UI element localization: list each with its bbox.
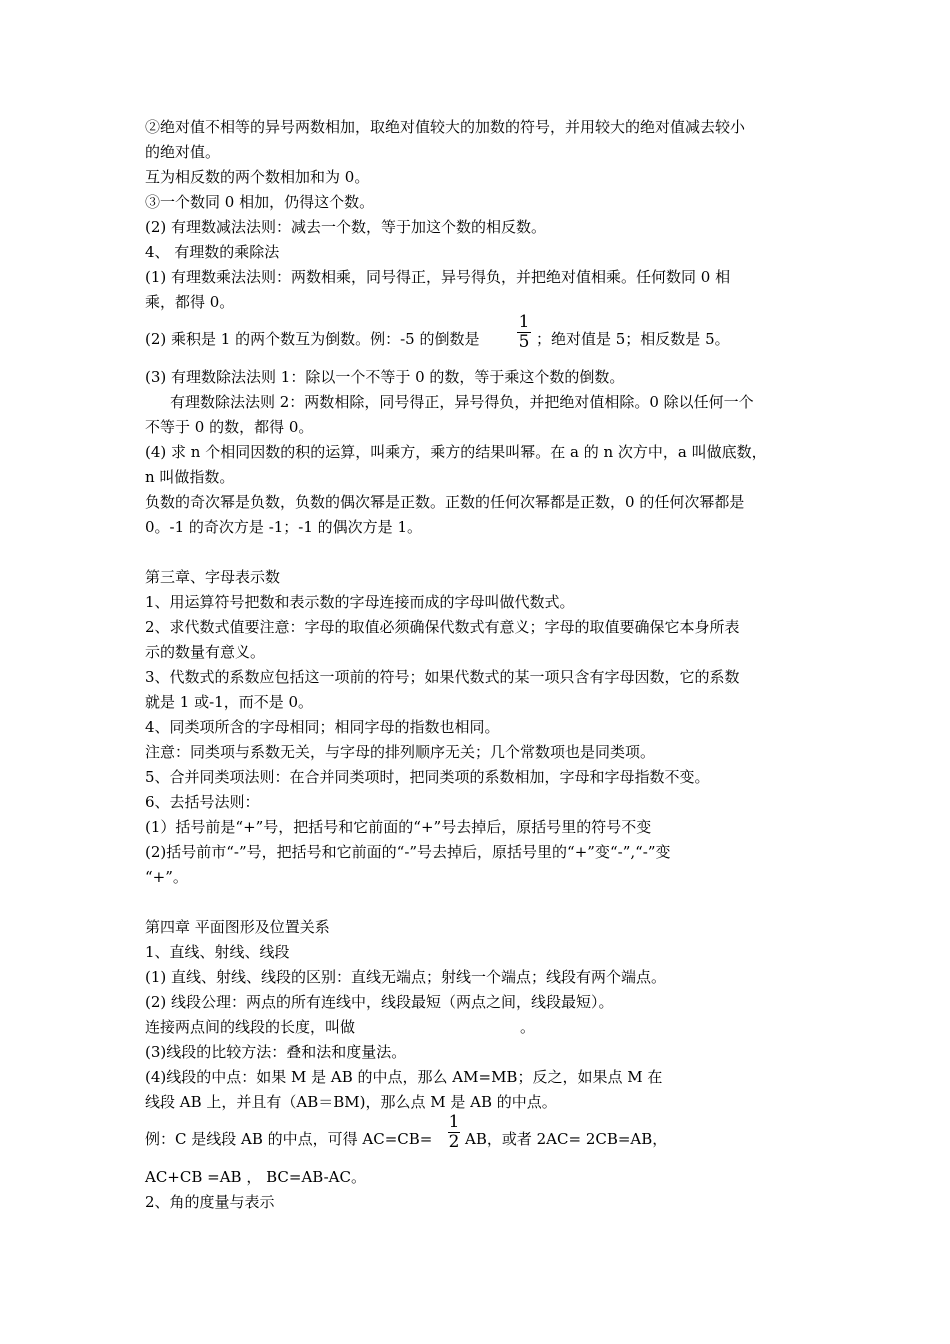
text-line: (3)线段的比较方法：叠和法和度量法。 <box>145 1043 407 1061</box>
text-line: n 叫做指数。 <box>145 468 235 486</box>
text-line: 线段 AB 上，并且有（AB＝BM)，那么点 M 是 AB 的中点。 <box>145 1093 557 1111</box>
text-line: 乘，都得 0。 <box>145 293 235 311</box>
text-line: (2) 线段公理：两点的所有连线中，线段最短（两点之间，线段最短）。 <box>145 993 614 1011</box>
text-line: (2) 乘积是 1 的两个数互为倒数。例：-5 的倒数是 <box>145 330 480 348</box>
text-line: “+”。 <box>145 868 188 886</box>
section-heading: 1、直线、射线、线段 <box>145 943 290 961</box>
text-line: 0。-1 的奇次方是 -1；-1 的偶次方是 1。 <box>145 518 422 536</box>
text-line: AB，或者 2AC= 2CB=AB， <box>465 1130 668 1148</box>
text-line: (4) 求 n 个相同因数的积的运算，叫乘方，乘方的结果叫幂。在 a 的 n 次方中，a 叫做底数， <box>145 443 767 461</box>
text-line: (3) 有理数除法法则 1：除以一个不等于 0 的数，等于乘这个数的倒数。 <box>145 368 625 386</box>
fraction-one-fifth <box>515 313 533 352</box>
text-line: 有理数除法法则 2：两数相除，同号得正，异号得负，并把绝对值相除。0 除以任何一个 <box>170 393 754 411</box>
text-line: AC+CB =AB ， BC=AB-AC。 <box>145 1168 366 1186</box>
text-line: 互为相反数的两个数相加和为 0。 <box>145 168 370 186</box>
text-line: 注意：同类项与系数无关，与字母的排列顺序无关；几个常数项也是同类项。 <box>145 743 656 761</box>
chapter-heading: 第三章、字母表示数 <box>145 568 281 586</box>
text-line: 的绝对值。 <box>145 143 221 161</box>
text-line: (1) 有理数乘法法则：两数相乘，同号得正，异号得负，并把绝对值相乘。任何数同 0 相 <box>145 268 731 286</box>
fraction-numerator: 1 <box>518 312 530 332</box>
text-line: 示的数量有意义。 <box>145 643 266 661</box>
section-heading: 4、 有理数的乘除法 <box>145 243 280 261</box>
text-line: (2)括号前市“-”号，把括号和它前面的“-”号去掉后，原括号里的“+”变“-”,“-”变 <box>145 843 671 861</box>
text-line: ；绝对值是 5；相反数是 5。 <box>536 330 730 348</box>
section-heading: 2、角的度量与表示 <box>145 1193 275 1211</box>
text-line: (1）括号前是“+”号，把括号和它前面的“+”号去掉后，原括号里的符号不变 <box>145 818 652 836</box>
text-line: 例：C 是线段 AB 的中点，可得 AC=CB= <box>145 1130 433 1148</box>
text-line: (1) 直线、射线、线段的区别：直线无端点；射线一个端点；线段有两个端点。 <box>145 968 667 986</box>
chapter-heading: 第四章 平面图形及位置关系 <box>145 918 330 936</box>
fraction-one-half <box>446 1113 462 1152</box>
text-line: (2) 有理数减法法则：减去一个数，等于加这个数的相反数。 <box>145 218 547 236</box>
text-line: 4、同类项所含的字母相同；相同字母的指数也相同。 <box>145 718 500 736</box>
text-line: 3、代数式的系数应包括这一项前的符号；如果代数式的某一项只含有字母因数，它的系数 <box>145 668 740 686</box>
text-line: 6、去括号法则： <box>145 793 260 811</box>
text-line: ②绝对值不相等的异号两数相加，取绝对值较大的加数的符号，并用较大的绝对值减去较小 <box>145 118 746 136</box>
text-line: 1、用运算符号把数和表示数的字母连接而成的字母叫做代数式。 <box>145 593 575 611</box>
text-line: ③一个数同 0 相加，仍得这个数。 <box>145 193 375 211</box>
text-line: 2、求代数式值要注意：字母的取值必须确保代数式有意义；字母的取值要确保它本身所表 <box>145 618 740 636</box>
fraction-denominator: 5 <box>518 332 530 352</box>
text-line: 5、合并同类项法则：在合并同类项时，把同类项的系数相加，字母和字母指数不变。 <box>145 768 710 786</box>
text-line: 。 <box>520 1018 536 1036</box>
text-line: 负数的奇次幂是负数，负数的偶次幂是正数。正数的任何次幂都是正数，0 的任何次幂都是 <box>145 493 745 511</box>
text-line: (4)线段的中点：如果 M 是 AB 的中点，那么 AM=MB；反之，如果点 M 在 <box>145 1068 663 1086</box>
text-line: 连接两点间的线段的长度，叫做 <box>145 1018 356 1036</box>
fraction-numerator: 1 <box>448 1112 460 1132</box>
fraction-denominator: 2 <box>448 1132 460 1152</box>
text-line: 就是 1 或-1，而不是 0。 <box>145 693 314 711</box>
text-line: 不等于 0 的数，都得 0。 <box>145 418 314 436</box>
